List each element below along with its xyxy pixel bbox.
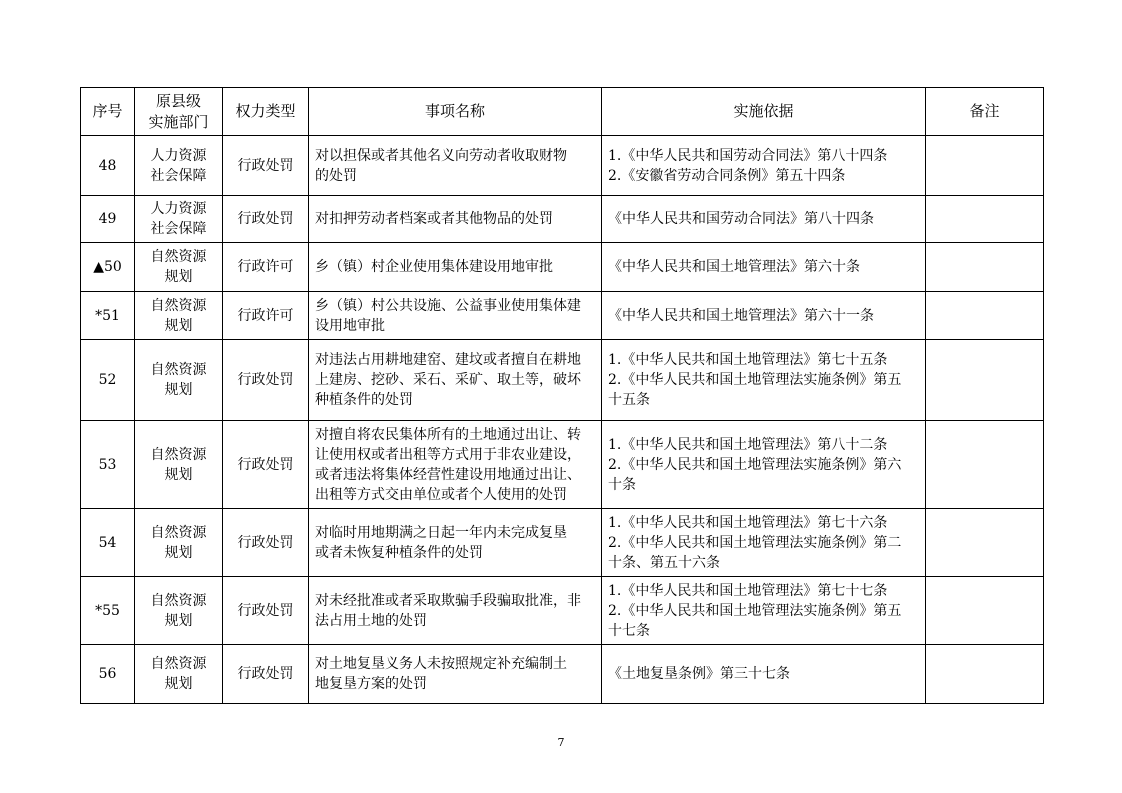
cell-name-line: 或者违法将集体经营性建设用地通过出让、 [315, 466, 581, 483]
header-type: 权力类型 [223, 88, 309, 136]
cell-dept [135, 136, 223, 196]
cell-dept-line: 规划 [164, 544, 193, 561]
header-seq: 序号 [81, 88, 135, 136]
cell-dept-line: 自然资源 [150, 249, 207, 265]
cell-dept [135, 577, 223, 645]
cell-basis-line: 2.《中华人民共和国土地管理法实施条例》第五 [608, 372, 902, 388]
cell-basis-line: 1.《中华人民共和国土地管理法》第八十二条 [608, 436, 888, 453]
cell-dept-line: 自然资源 [150, 297, 207, 314]
cell-dept-line: 自然资源 [150, 446, 207, 463]
cell-basis-line: 1.《中华人民共和国土地管理法》第七十五条 [608, 352, 888, 368]
cell-type: 行政许可 [223, 243, 309, 292]
cell-name-line: 对未经批准或者采取欺骗手段骗取批准，非 [315, 592, 581, 609]
cell-basis [602, 577, 926, 645]
cell-basis [602, 340, 926, 421]
table-row [81, 243, 1044, 292]
table-header-row [81, 88, 1044, 136]
cell-name-line: 乡（镇）村公共设施、公益事业使用集体建 [315, 297, 581, 314]
cell-name-line: 的处罚 [315, 167, 357, 184]
cell-dept-line: 规划 [164, 317, 193, 334]
cell-seq: 49 [81, 196, 135, 243]
cell-dept-line: 规划 [164, 612, 193, 629]
cell-name-line: 对土地复垦义务人未按照规定补充编制土 [315, 656, 567, 672]
cell-note [926, 340, 1044, 421]
table-row [81, 577, 1044, 645]
cell-basis-line: 2.《中华人民共和国土地管理法实施条例》第六 [608, 456, 902, 473]
header-dept-line1: 原县级 [155, 91, 201, 110]
cell-name [309, 196, 602, 243]
cell-name-line: 或者未恢复种植条件的处罚 [315, 544, 483, 561]
power-list-table [80, 87, 1044, 704]
cell-name-line: 乡（镇）村企业使用集体建设用地审批 [315, 259, 553, 275]
cell-name [309, 577, 602, 645]
cell-seq: 52 [81, 340, 135, 421]
cell-basis [602, 243, 926, 292]
cell-seq: ▲50 [81, 243, 135, 292]
cell-name-line: 种植条件的处罚 [315, 392, 413, 408]
table-row [81, 136, 1044, 196]
cell-note [926, 577, 1044, 645]
header-note: 备注 [926, 88, 1044, 136]
cell-basis-line: 1.《中华人民共和国劳动合同法》第八十四条 [608, 147, 888, 164]
cell-seq: 56 [81, 645, 135, 704]
cell-name [309, 340, 602, 421]
cell-name-line: 上建房、挖砂、采石、采矿、取土等，破坏 [315, 372, 581, 388]
cell-name [309, 292, 602, 340]
cell-basis-line: 《中华人民共和国土地管理法》第六十条 [608, 259, 860, 275]
table-row [81, 509, 1044, 577]
table-row [81, 645, 1044, 704]
cell-dept-line: 社会保障 [150, 167, 207, 184]
cell-seq: *55 [81, 577, 135, 645]
cell-basis-line: 《中华人民共和国劳动合同法》第八十四条 [608, 211, 874, 227]
cell-type: 行政处罚 [223, 340, 309, 421]
cell-note [926, 509, 1044, 577]
cell-basis-line: 2.《中华人民共和国土地管理法实施条例》第二 [608, 534, 902, 551]
cell-name-line: 让使用权或者出租等方式用于非农业建设， [315, 446, 581, 463]
cell-name-line: 设用地审批 [315, 317, 385, 334]
cell-type: 行政许可 [223, 292, 309, 340]
cell-type: 行政处罚 [223, 421, 309, 509]
cell-dept-line: 自然资源 [150, 524, 207, 541]
cell-dept [135, 243, 223, 292]
cell-dept-line: 人力资源 [150, 147, 207, 164]
cell-basis [602, 421, 926, 509]
cell-dept-line: 规划 [164, 676, 193, 692]
cell-dept-line: 规划 [164, 382, 193, 398]
cell-basis-line: 十五条 [608, 392, 650, 408]
header-dept-line2: 实施部门 [148, 112, 209, 131]
cell-seq: 48 [81, 136, 135, 196]
cell-basis [602, 292, 926, 340]
cell-note [926, 136, 1044, 196]
cell-dept [135, 645, 223, 704]
cell-note [926, 243, 1044, 292]
cell-basis-line: 十条 [608, 476, 636, 493]
cell-name-line: 对违法占用耕地建窑、建坟或者擅自在耕地 [315, 352, 581, 368]
cell-dept-line: 社会保障 [150, 221, 207, 237]
cell-basis [602, 196, 926, 243]
table-row [81, 196, 1044, 243]
header-basis: 实施依据 [602, 88, 926, 136]
cell-basis-line: 十七条 [608, 622, 650, 639]
header-dept [135, 88, 223, 136]
cell-seq: *51 [81, 292, 135, 340]
cell-basis-line: 1.《中华人民共和国土地管理法》第七十七条 [608, 582, 888, 599]
cell-dept [135, 340, 223, 421]
page-number: 7 [557, 736, 565, 749]
cell-basis-line: 2.《安徽省劳动合同条例》第五十四条 [608, 167, 846, 184]
cell-name-line: 对以担保或者其他名义向劳动者收取财物 [315, 147, 567, 164]
cell-name-line: 法占用土地的处罚 [315, 612, 427, 629]
cell-dept-line: 规划 [164, 466, 193, 483]
header-name: 事项名称 [309, 88, 602, 136]
cell-seq: 53 [81, 421, 135, 509]
cell-basis-line: 《土地复垦条例》第三十七条 [608, 666, 790, 682]
cell-dept-line: 人力资源 [150, 201, 207, 217]
cell-basis [602, 645, 926, 704]
cell-basis-line: 2.《中华人民共和国土地管理法实施条例》第五 [608, 602, 902, 619]
cell-name [309, 243, 602, 292]
cell-dept-line: 自然资源 [150, 592, 207, 609]
table-body [81, 136, 1044, 704]
cell-type: 行政处罚 [223, 136, 309, 196]
cell-dept [135, 292, 223, 340]
table-row [81, 421, 1044, 509]
cell-dept-line: 规划 [164, 269, 193, 285]
cell-name-line: 出租等方式交由单位或者个人使用的处罚 [315, 486, 567, 503]
cell-name-line: 对临时用地期满之日起一年内未完成复垦 [315, 524, 567, 541]
cell-name-line: 地复垦方案的处罚 [315, 676, 427, 692]
cell-note [926, 645, 1044, 704]
cell-basis-line: 1.《中华人民共和国土地管理法》第七十六条 [608, 514, 888, 531]
cell-name-line: 对擅自将农民集体所有的土地通过出让、转 [315, 426, 581, 443]
cell-note [926, 196, 1044, 243]
cell-dept [135, 421, 223, 509]
cell-seq: 54 [81, 509, 135, 577]
cell-dept [135, 196, 223, 243]
cell-dept [135, 509, 223, 577]
cell-basis [602, 136, 926, 196]
cell-dept-line: 自然资源 [150, 656, 207, 672]
cell-type: 行政处罚 [223, 577, 309, 645]
cell-note [926, 292, 1044, 340]
cell-name [309, 645, 602, 704]
table-row [81, 292, 1044, 340]
cell-name [309, 136, 602, 196]
cell-note [926, 421, 1044, 509]
table-row [81, 340, 1044, 421]
cell-dept-line: 自然资源 [150, 362, 207, 378]
cell-name [309, 509, 602, 577]
cell-name [309, 421, 602, 509]
cell-name-line: 对扣押劳动者档案或者其他物品的处罚 [315, 211, 553, 227]
cell-type: 行政处罚 [223, 645, 309, 704]
cell-basis-line: 《中华人民共和国土地管理法》第六十一条 [608, 307, 874, 324]
cell-type: 行政处罚 [223, 509, 309, 577]
cell-basis [602, 509, 926, 577]
cell-type: 行政处罚 [223, 196, 309, 243]
cell-basis-line: 十条、第五十六条 [608, 554, 720, 571]
